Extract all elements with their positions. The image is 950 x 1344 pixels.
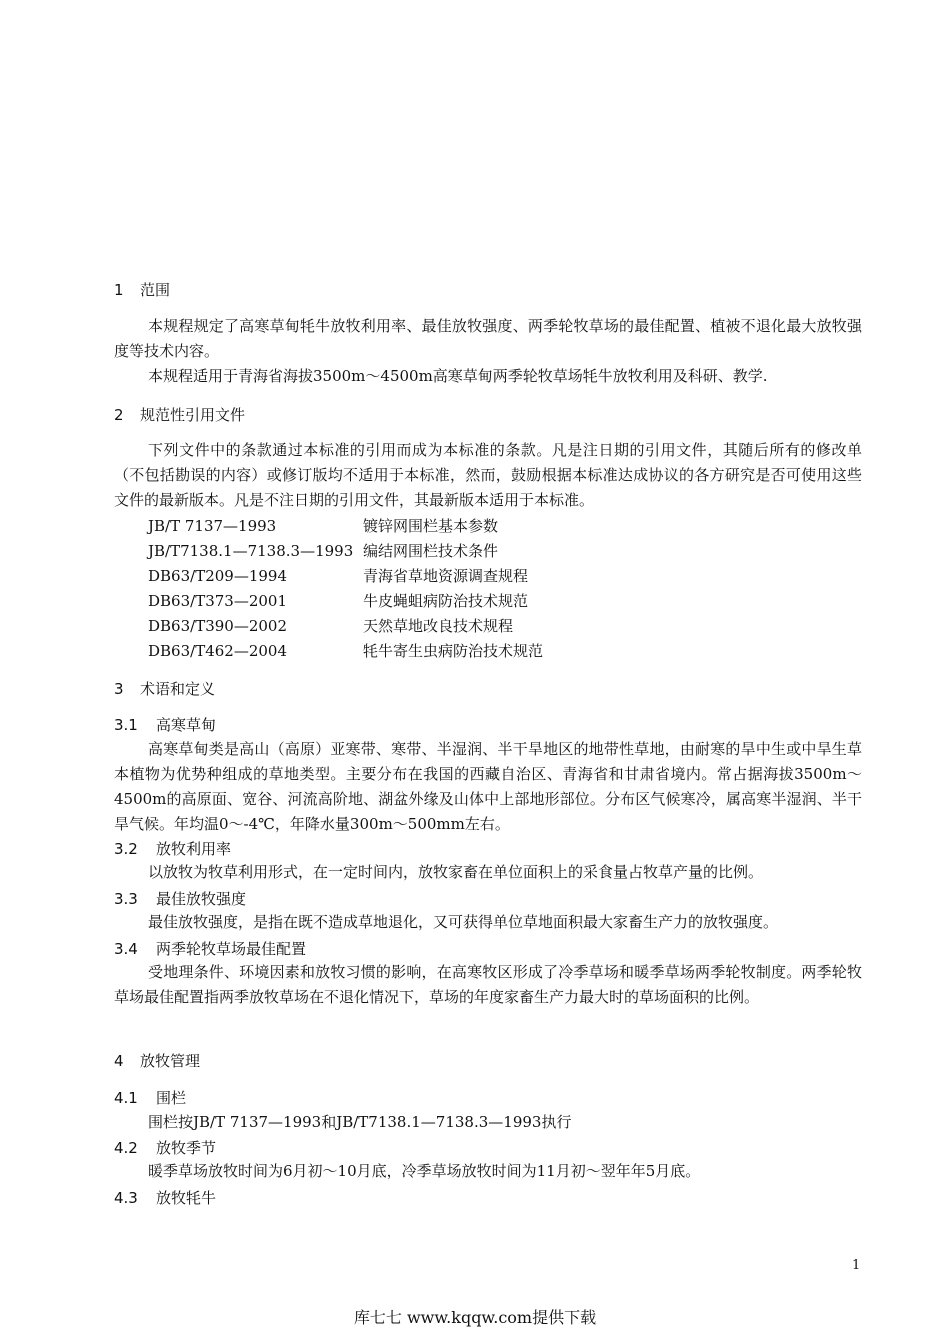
subsection-number: 4.1 <box>114 1089 138 1107</box>
subsection-title: 两季轮牧草场最佳配置 <box>156 940 307 958</box>
reference-code: DB63/T373—2001 <box>148 592 287 610</box>
subsection-title: 放牧牦牛 <box>156 1189 217 1207</box>
reference-row <box>148 515 498 536</box>
subsection-number: 3.1 <box>114 716 138 734</box>
subsection-title: 放牧利用率 <box>156 840 232 858</box>
paragraph: 围栏按JB/T 7137—1993和JB/T7138.1—7138.3—1993执行 <box>148 1113 572 1131</box>
reference-code: DB63/T209—1994 <box>148 567 287 585</box>
subsection-number: 3.4 <box>114 940 138 958</box>
subsection-title: 放牧季节 <box>156 1139 217 1157</box>
section-heading-1 <box>114 279 170 300</box>
section-title: 范围 <box>140 281 171 299</box>
section-number: 4 <box>114 1052 124 1070</box>
footer-watermark: 库七七 www.kqqw.com提供下载 <box>353 1308 597 1327</box>
subsection-heading <box>114 1187 216 1208</box>
section-title: 规范性引用文件 <box>140 406 246 424</box>
reference-title: 天然草地改良技术规程 <box>363 617 514 635</box>
reference-title: 牦牛寄生虫病防治技术规范 <box>363 642 544 660</box>
subsection-heading <box>114 1137 216 1158</box>
section-number: 1 <box>114 281 124 299</box>
paragraph: 受地理条件、环境因素和放牧习惯的影响，在高寒牧区形成了冷季草场和暖季草场两季轮牧制度。两季轮牧草场最佳配置指两季放牧草场在不退化情况下，草场的年度家畜生产力最大时的草场面积的比例。 <box>114 963 862 1006</box>
subsection-number: 4.2 <box>114 1139 138 1157</box>
section-heading-2 <box>114 404 245 425</box>
paragraph: 以放牧为牧草利用形式，在一定时间内，放牧家畜在单位面积上的采食量占牧草产量的比例。 <box>148 863 764 881</box>
subsection-title: 围栏 <box>156 1089 187 1107</box>
reference-title: 编结网围栏技术条件 <box>363 542 499 560</box>
paragraph: 暖季草场放牧时间为6月初～10月底，冷季草场放牧时间为11月初～翌年年5月底。 <box>148 1162 701 1180</box>
page-number: 1 <box>852 1258 861 1273</box>
subsection-heading <box>114 888 246 909</box>
reference-row <box>148 590 528 611</box>
section-heading-4 <box>114 1050 200 1071</box>
subsection-heading <box>114 1087 186 1108</box>
reference-code: JB/T7138.1—7138.3—1993 <box>148 542 354 560</box>
subsection-heading <box>114 838 231 859</box>
reference-title: 镀锌网围栏基本参数 <box>363 517 499 535</box>
reference-row <box>148 565 528 586</box>
subsection-number: 4.3 <box>114 1189 138 1207</box>
subsection-number: 3.3 <box>114 890 138 908</box>
subsection-title: 高寒草甸 <box>156 716 217 734</box>
reference-title: 青海省草地资源调查规程 <box>363 567 529 585</box>
reference-code: JB/T 7137—1993 <box>148 517 277 535</box>
reference-row <box>148 615 513 636</box>
paragraph: 高寒草甸类是高山（高原）亚寒带、寒带、半湿润、半干旱地区的地带性草地，由耐寒的旱中生或中旱生草本植物为优势种组成的草地类型。主要分布在我国的西藏自治区、青海省和甘肃省境内。常占据海拔3500m～4500m的高原面、宽谷、河流高阶地、湖盆外缘及山体中上部地形部位。分布区气候寒冷，属高寒半湿润、半干旱气候。年均温0～-4℃，年降水量300m～500mm左右。 <box>114 740 862 833</box>
reference-code: DB63/T462—2004 <box>148 642 287 660</box>
section-number: 2 <box>114 406 124 424</box>
section-title: 放牧管理 <box>140 1052 201 1070</box>
paragraph: 最佳放牧强度，是指在既不造成草地退化，又可获得单位草地面积最大家畜生产力的放牧强度。 <box>148 913 779 931</box>
reference-row <box>148 640 543 661</box>
paragraph: 下列文件中的条款通过本标准的引用而成为本标准的条款。凡是注日期的引用文件，其随后所有的修改单（不包括勘误的内容）或修订版均不适用于本标准，然而，鼓励根据本标准达成协议的各方研究是否可使用这些文件的最新版本。凡是不注日期的引用文件，其最新版本适用于本标准。 <box>114 441 862 509</box>
subsection-title: 最佳放牧强度 <box>156 890 247 908</box>
subsection-heading <box>114 938 306 959</box>
subsection-heading <box>114 714 216 735</box>
paragraph: 本规程规定了高寒草甸牦牛放牧利用率、最佳放牧强度、两季轮牧草场的最佳配置、植被不退化最大放牧强度等技术内容。 <box>114 317 862 360</box>
section-heading-3 <box>114 678 215 699</box>
section-title: 术语和定义 <box>140 680 216 698</box>
reference-code: DB63/T390—2002 <box>148 617 287 635</box>
reference-row <box>148 540 498 561</box>
reference-title: 牛皮蝇蛆病防治技术规范 <box>363 592 529 610</box>
paragraph: 本规程适用于青海省海拔3500m～4500m高寒草甸两季轮牧草场牦牛放牧利用及科研、教学. <box>148 367 768 385</box>
subsection-number: 3.2 <box>114 840 138 858</box>
section-number: 3 <box>114 680 124 698</box>
